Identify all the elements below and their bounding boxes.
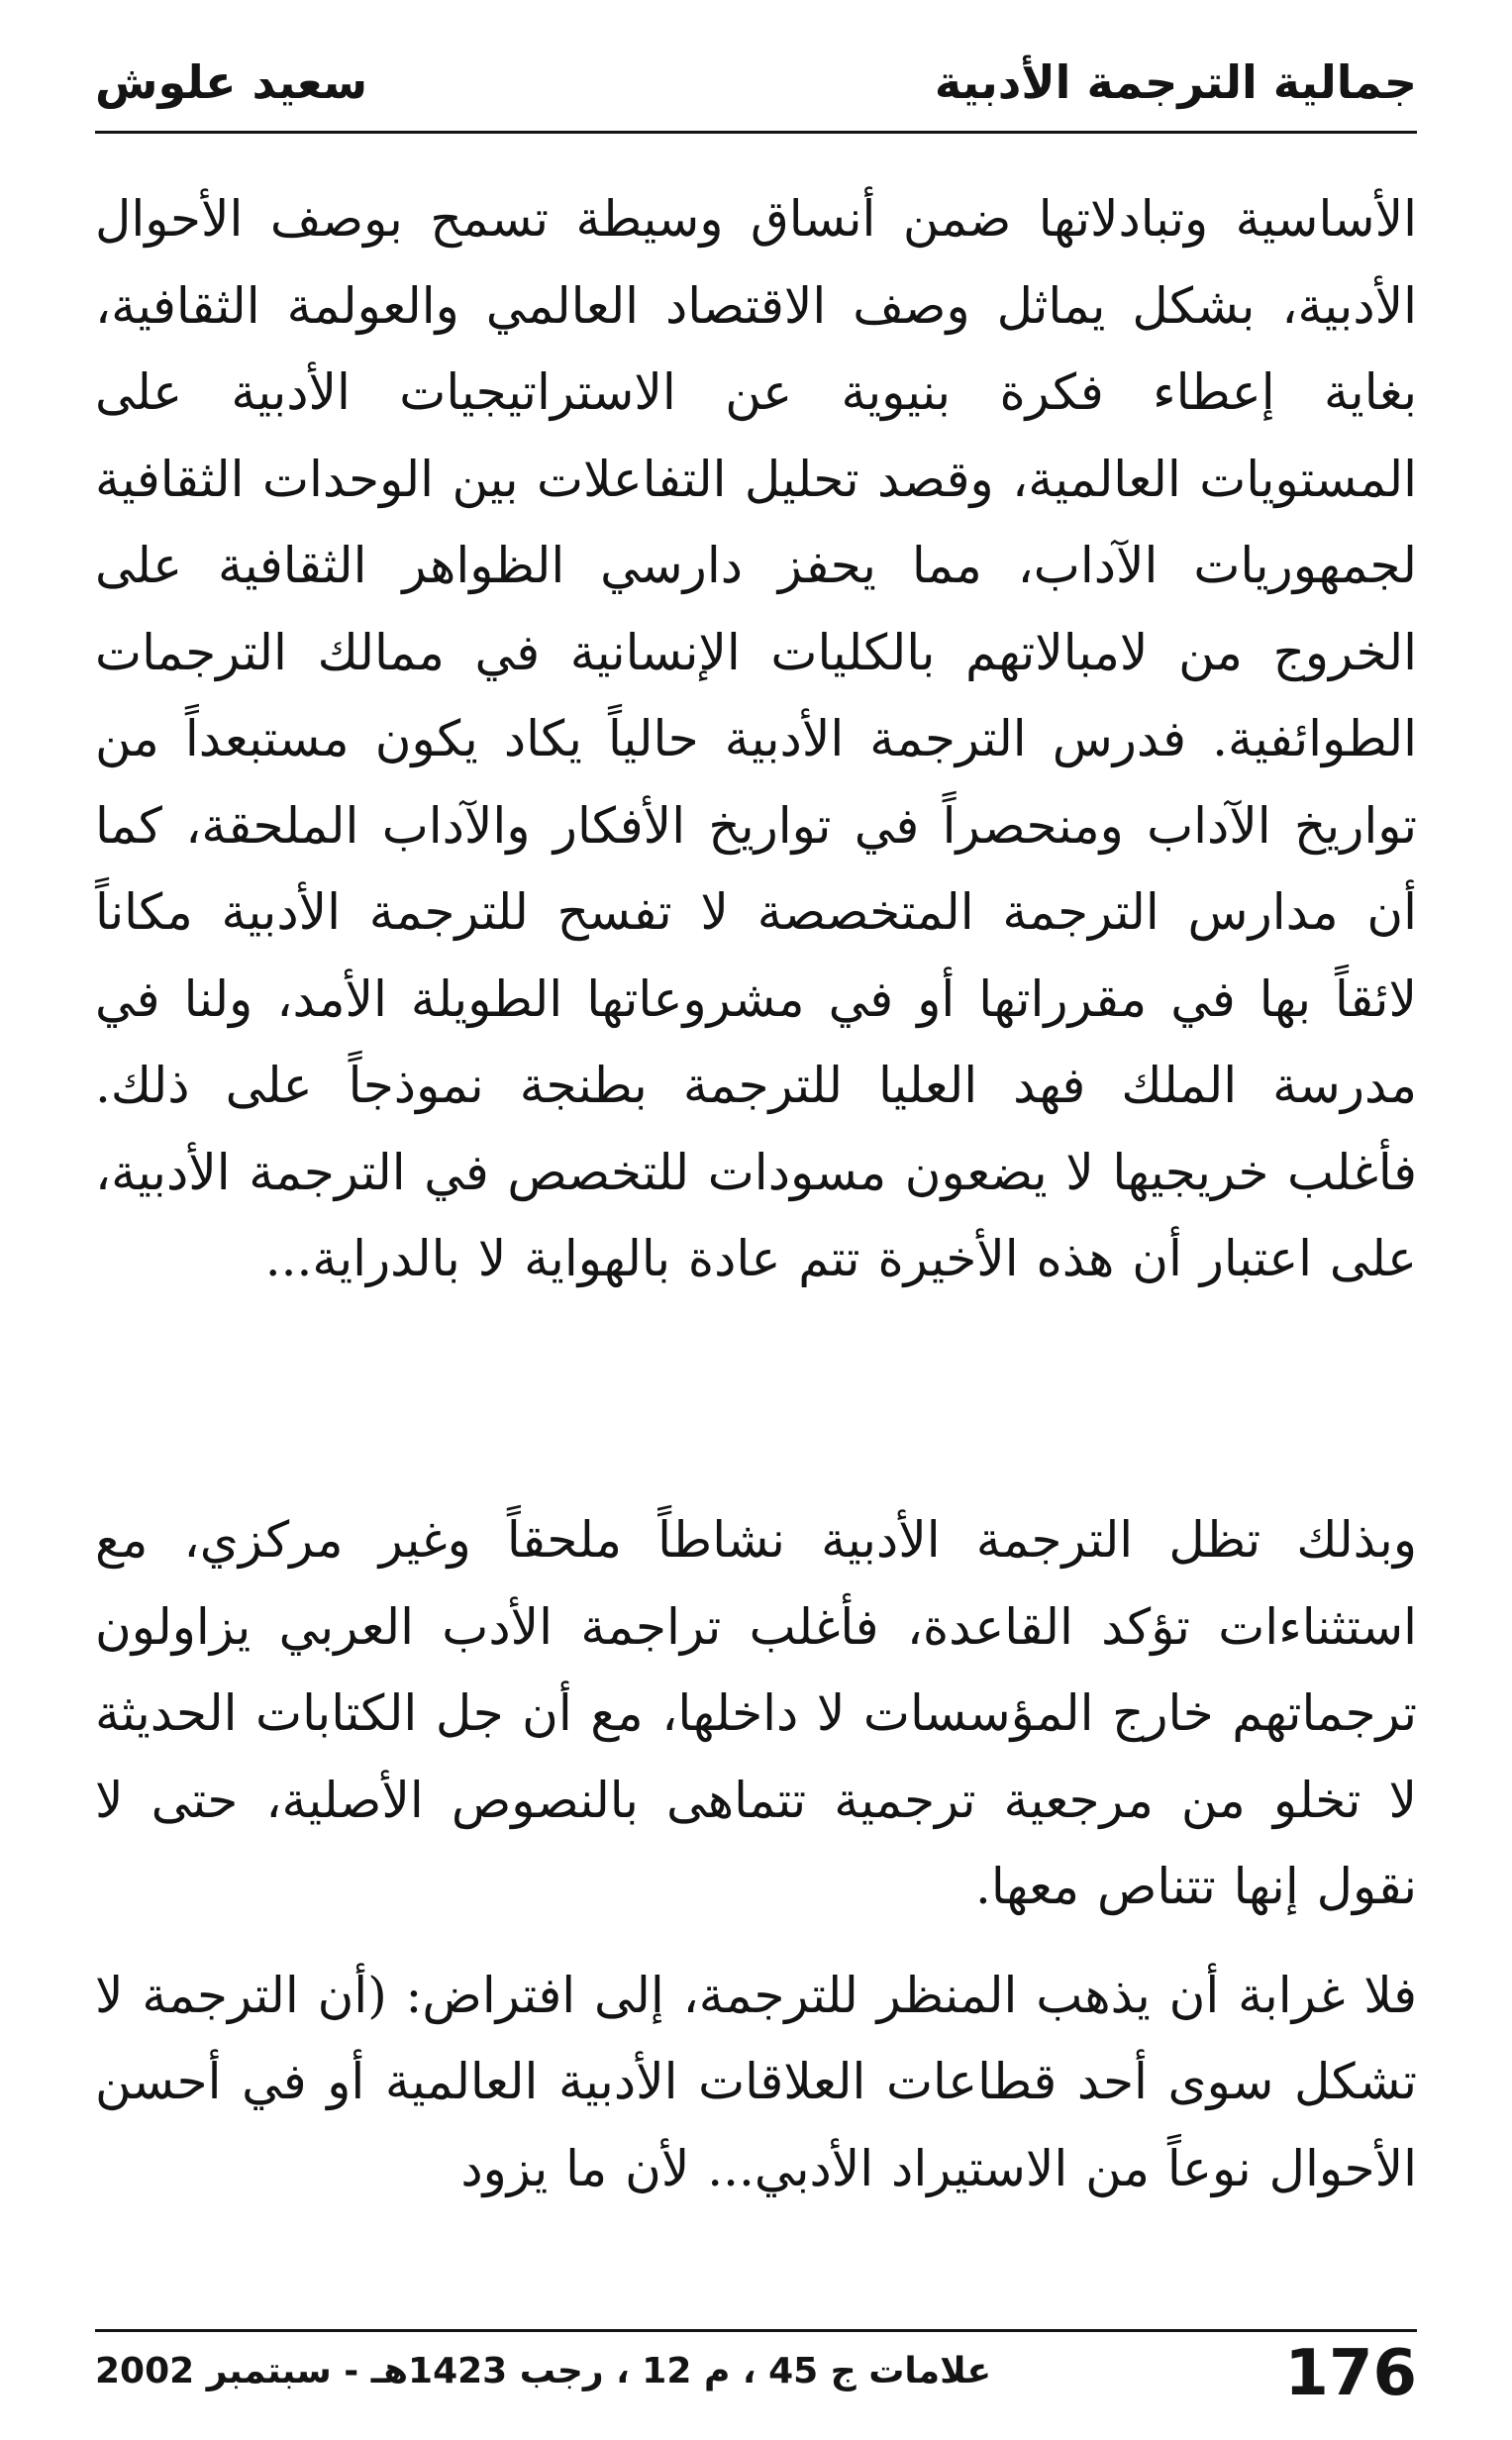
page-number: 176	[1284, 2337, 1417, 2410]
running-title: جمالية الترجمة الأدبية	[934, 55, 1417, 109]
header-rule	[95, 131, 1417, 134]
page-footer	[95, 2337, 1417, 2416]
running-header	[95, 46, 1417, 135]
footer-rule	[95, 2329, 1417, 2332]
paragraph-1: الأساسية وتبادلاتها ضمن أنساق وسيطة تسمح بوصف الأحوال الأدبية، بشكل يماثل وصف الاقتصاد العالمي والعولمة الثقافية، بغاية إعطاء فكرة بنيوية عن الاستراتيجيات الأدبية على المستويات العالمية، وقصد تحليل التفاعلات بين الوحدات الثقافية لجمهوريات الآداب، مما يحفز دارسي الظواهر الثقافية على الخروج من لامبالاتهم بالكليات الإنسانية في ممالك الترجمات الطوائفية. فدرس الترجمة الأدبية حالياً يكاد يكون مستبعداً من تواريخ الآداب ومنحصراً في تواريخ الأفكار والآداب الملحقة، كما أن مدارس الترجمة المتخصصة لا تفسح للترجمة الأدبية مكاناً لائقاً بها في مقرراتها أو في مشروعاتها الطويلة الأمد، ولنا في مدرسة الملك فهد العليا للترجمة بطنجة نموذجاً على ذلك. فأغلب خريجيها لا يضعون مسودات للتخصص في الترجمة الأدبية، على اعتبار أن هذه الأخيرة تتم عادة بالهواية لا بالدراية...	[95, 190, 1417, 1287]
journal-reference: علامات ج 45 ، م 12 ، رجب 1423هـ - سبتمبر 2002	[95, 2351, 992, 2391]
paragraph-2: وبذلك تظل الترجمة الأدبية نشاطاً ملحقاً وغير مركزي، مع استثناءات تؤكد القاعدة، فأغلب تراجمة الأدب العربي يزاولون ترجماتهم خارج المؤسسات لا داخلها، مع أن جل الكتابات الحديثة لا تخلو من مرجعية ترجمية تتماهى بالنصوص الأصلية، حتى لا نقول إنها تتناص معها.	[95, 1511, 1417, 1915]
body-text	[95, 176, 1417, 2212]
paragraph-3: فلا غرابة أن يذهب المنظر للترجمة، إلى افتراض: (أن الترجمة لا تشكل سوى أحد قطاعات العلاقات الأدبية العالمية أو في أحسن الأحوال نوعاً من الاستيراد الأدبي... لأن ما يزود	[95, 1966, 1417, 2197]
running-author: سعيد علوش	[95, 55, 368, 109]
